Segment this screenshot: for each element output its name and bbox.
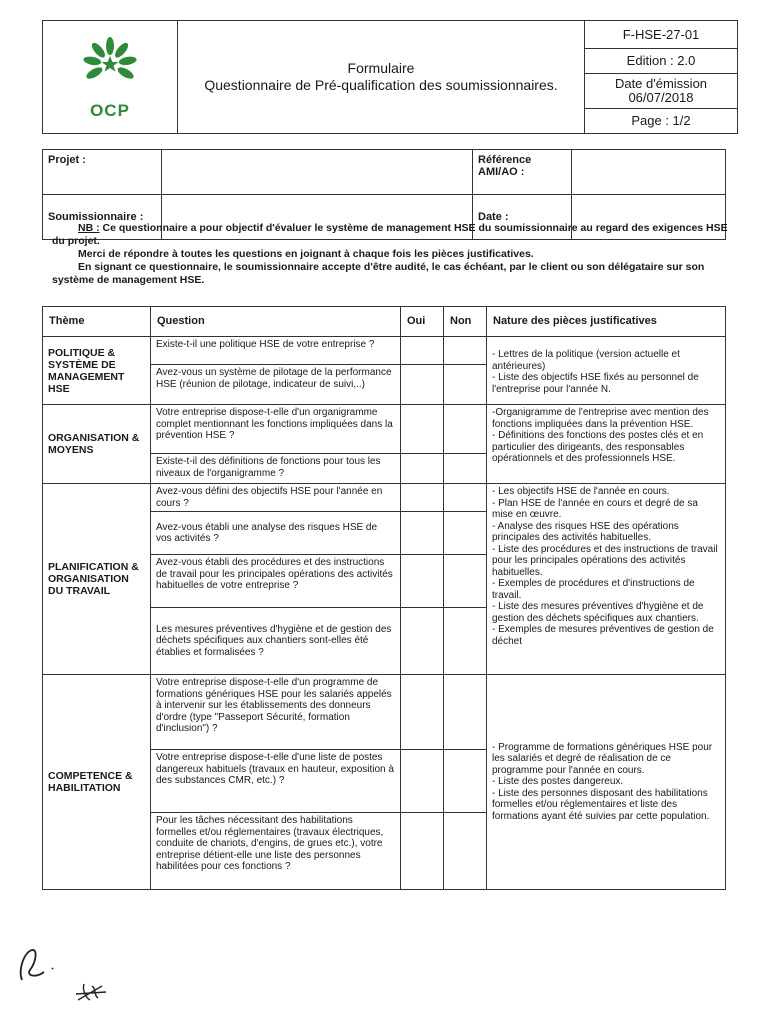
nb-text: Ce questionnaire a pour objectif d'évaluer le système de management HSE du soumissionnaire au regard des exigences HSE du projet. [52, 222, 728, 247]
reference-label: Référence AMI/AO : [473, 150, 572, 195]
table-row [43, 675, 726, 750]
edition: Edition : 2.0 [585, 49, 738, 74]
reference-field[interactable] [572, 150, 726, 195]
emission-date-cell [585, 74, 738, 109]
page-number: Page : 1/2 [585, 109, 738, 134]
question-cell: Avez-vous établi des procédures et des instructions de travail pour les principales opérations des activités habituelles de votre entreprise ? [151, 555, 401, 608]
oui-checkbox[interactable] [401, 365, 444, 405]
non-checkbox[interactable] [444, 454, 487, 484]
table-row [43, 484, 726, 512]
signature-note: En signant ce questionnaire, le soumissionnaire accepte d'être audité, le cas échéant, par le client ou son délégataire sur son système de management HSE. [52, 261, 705, 286]
questionnaire-table [42, 306, 726, 890]
oui-checkbox[interactable] [401, 555, 444, 608]
projet-field[interactable] [162, 150, 473, 195]
header-non: Non [444, 307, 487, 337]
oui-checkbox[interactable] [401, 454, 444, 484]
question-cell: Existe-t-il des définitions de fonctions pour tous les niveaux de l'organigramme ? [151, 454, 401, 484]
emission-date-value: 06/07/2018 [628, 90, 694, 105]
question-cell: Votre entreprise dispose-t-elle d'un programme de formations génériques HSE pour les salariés appelés à intervenir sur les établissements des donneurs d'ordre (type "Passeport Sécurité, formation d'inclusion") ? [151, 675, 401, 750]
date-label: Date : [473, 195, 572, 240]
question-cell: Votre entreprise dispose-t-elle d'un organigramme complet mentionnant les fonctions impliquées dans la prévention HSE ? [151, 405, 401, 454]
form-title: Questionnaire de Pré-qualification des soumissionnaires. [204, 77, 558, 93]
nature-cell: - Lettres de la politique (version actuelle et antérieures) - Liste des objectifs HSE fixés au personnel de l'entreprise pour l'année N. [487, 337, 726, 405]
form-title-cell [178, 21, 585, 134]
non-checkbox[interactable] [444, 337, 487, 365]
non-checkbox[interactable] [444, 512, 487, 555]
oui-checkbox[interactable] [401, 512, 444, 555]
non-checkbox[interactable] [444, 608, 487, 675]
form-code: F-HSE-27-01 [585, 21, 738, 49]
question-cell: Pour les tâches nécessitant des habilitations formelles et/ou réglementaires (travaux électriques, conduite de chariots, d'engins, de grues etc.), votre entreprise détient-elle une liste des personnes habilitées pour ces fonctions ? [151, 813, 401, 890]
header-oui: Oui [401, 307, 444, 337]
handwritten-initials-icon [14, 940, 74, 985]
question-cell: Avez-vous établi une analyse des risques HSE de vos activités ? [151, 512, 401, 555]
soumissionnaire-label: Soumissionnaire : [43, 195, 162, 240]
non-checkbox[interactable] [444, 675, 487, 750]
header-question: Question [151, 307, 401, 337]
theme-cell: POLITIQUE & SYSTÈME DE MANAGEMENT HSE [43, 337, 151, 405]
non-checkbox[interactable] [444, 555, 487, 608]
form-type: Formulaire [347, 60, 415, 76]
oui-checkbox[interactable] [401, 750, 444, 813]
non-checkbox[interactable] [444, 750, 487, 813]
handwritten-mark-icon [72, 980, 112, 1004]
non-checkbox[interactable] [444, 484, 487, 512]
question-cell: Votre entreprise dispose-t-elle d'une liste de postes dangereux habituels (travaux en hauteur, exposition à des substances CMR, etc.) ? [151, 750, 401, 813]
oui-checkbox[interactable] [401, 675, 444, 750]
nature-cell: -Organigramme de l'entreprise avec mention des fonctions impliquées dans la prévention HSE. - Définitions des fonctions des postes clés et en particulier des dirigeants, des responsables opérationnels et des professionnels HSE. [487, 405, 726, 484]
table-row [43, 405, 726, 454]
ocp-logo-icon [75, 34, 145, 104]
non-checkbox[interactable] [444, 365, 487, 405]
theme-cell: ORGANISATION & MOYENS [43, 405, 151, 484]
non-checkbox[interactable] [444, 405, 487, 454]
oui-checkbox[interactable] [401, 484, 444, 512]
nb-prefix: NB : [78, 222, 100, 234]
table-row [43, 337, 726, 365]
question-cell: Avez-vous un système de pilotage de la performance HSE (réunion de pilotage, indicateur de suivi,..) [151, 365, 401, 405]
logo-cell [43, 21, 178, 134]
nature-cell: - Les objectifs HSE de l'année en cours. - Plan HSE de l'année en cours et degré de sa mise en œuvre. - Analyse des risques HSE des opérations principales des activités habituelles. - Liste des procédures et des instructions de travail pour les principales opérations des activités habituelles. - Exemples de procédures et d'instructions de travail. - Liste des mesures préventives d'hygiène et de gestion des déchets spécifiques aux chantiers. - Exemples de mesures préventives de gestion de déchet [487, 484, 726, 675]
nb-note [52, 222, 728, 248]
oui-checkbox[interactable] [401, 608, 444, 675]
theme-cell: PLANIFICATION & ORGANISATION DU TRAVAIL [43, 484, 151, 675]
merci-note: Merci de répondre à toutes les questions en joignant à chaque fois les pièces justificatives. [78, 248, 534, 260]
nature-cell: - Programme de formations génériques HSE pour les salariés et degré de réalisation de ce programme pour l'année en cours. - Liste des postes dangereux. - Liste des personnes disposant des habilitations formelles et/ou réglementaires et liste des formations ayant été suivies par cette population. [487, 675, 726, 890]
oui-checkbox[interactable] [401, 813, 444, 890]
oui-checkbox[interactable] [401, 337, 444, 365]
emission-date-label: Date d'émission [614, 76, 708, 91]
theme-cell: COMPETENCE & HABILITATION [43, 675, 151, 890]
oui-checkbox[interactable] [401, 405, 444, 454]
question-cell: Avez-vous défini des objectifs HSE pour l'année en cours ? [151, 484, 401, 512]
logo-text: OCP [90, 100, 130, 120]
question-cell: Existe-t-il une politique HSE de votre entreprise ? [151, 337, 401, 365]
non-checkbox[interactable] [444, 813, 487, 890]
document-header [42, 20, 738, 134]
question-cell: Les mesures préventives d'hygiène et de gestion des déchets spécifiques aux chantiers sont-elles été établies et formalisées ? [151, 608, 401, 675]
projet-label: Projet : [43, 150, 162, 195]
header-nature: Nature des pièces justificatives [487, 307, 726, 337]
header-theme: Thème [43, 307, 151, 337]
